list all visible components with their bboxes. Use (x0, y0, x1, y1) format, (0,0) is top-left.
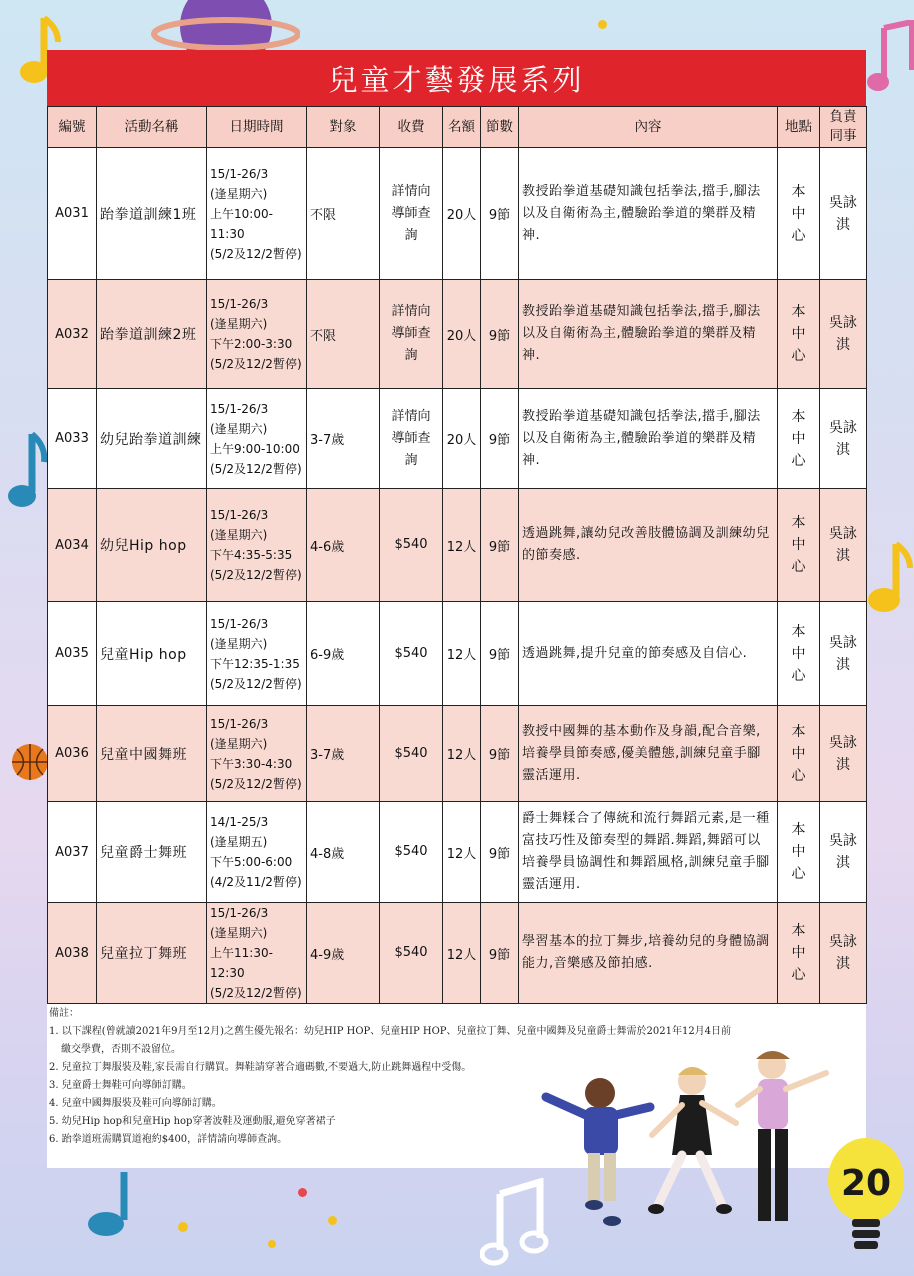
dot-decoration (268, 1240, 276, 1248)
course-content: 教授跆拳道基礎知識包括拳法,擋手,腳法以及自衛術為主,體驗跆拳道的樂群及精神. (519, 148, 778, 280)
course-quota: 12人 (443, 602, 481, 706)
course-lessons: 9節 (481, 280, 519, 389)
course-name: 兒童Hip hop (97, 602, 207, 706)
course-venue: 本 中 心 (778, 389, 820, 489)
course-fee: $540 (380, 706, 443, 802)
note-item: 6. 跆拳道班需購買道袍約$400，詳情請向導師查詢。 (49, 1134, 288, 1145)
header-target: 對象 (307, 107, 380, 148)
course-content: 爵士舞糅合了傳統和流行舞蹈元素,是一種富技巧性及節奏型的舞蹈.舞蹈,舞蹈可以培養學員協調性和舞蹈風格,訓練兒童手腳靈活運用. (519, 802, 778, 903)
note-item: 4. 兒童中國舞服裝及鞋可向導師訂購。 (49, 1098, 222, 1109)
course-target: 3-7歲 (307, 706, 380, 802)
table-header-row (48, 107, 867, 148)
course-venue: 本 中 心 (778, 280, 820, 389)
course-code: A031 (48, 148, 97, 280)
course-quota: 12人 (443, 706, 481, 802)
course-target: 3-7歲 (307, 389, 380, 489)
course-quota: 20人 (443, 389, 481, 489)
dot-decoration (328, 1216, 337, 1225)
page-title: 兒童才藝發展系列 (47, 50, 866, 106)
notes-heading: 備註： (49, 1008, 79, 1019)
course-staff: 吳詠 淇 (820, 802, 867, 903)
course-fee: $540 (380, 602, 443, 706)
course-name: 幼兒跆拳道訓練 (97, 389, 207, 489)
course-date: 15/1-26/3 (逢星期六) 上午10:00-11:30 (5/2及12/2暫停) (207, 148, 307, 280)
table-row (48, 903, 867, 1004)
course-fee: 詳情向 導師查 詢 (380, 148, 443, 280)
dot-decoration (298, 1188, 307, 1197)
table-row (48, 706, 867, 802)
table-row (48, 280, 867, 389)
course-date: 15/1-26/3 (逢星期六) 下午4:35-5:35 (5/2及12/2暫停) (207, 489, 307, 602)
course-lessons: 9節 (481, 489, 519, 602)
dot-decoration (598, 20, 607, 29)
header-date: 日期時間 (207, 107, 307, 148)
course-venue: 本 中 心 (778, 903, 820, 1004)
music-note-icon (80, 1170, 140, 1240)
course-quota: 12人 (443, 489, 481, 602)
course-staff: 吳詠 淇 (820, 148, 867, 280)
course-code: A032 (48, 280, 97, 389)
course-content: 教授中國舞的基本動作及身韻,配合音樂,培養學員節奏感,優美體態,訓練兒童手腳靈活運用. (519, 706, 778, 802)
header-fee: 收費 (380, 107, 443, 148)
course-name: 跆拳道訓練2班 (97, 280, 207, 389)
course-table (47, 106, 867, 1004)
course-fee: 詳情向 導師查 詢 (380, 280, 443, 389)
course-content: 教授跆拳道基礎知識包括拳法,擋手,腳法以及自衛術為主,體驗跆拳道的樂群及精神. (519, 389, 778, 489)
header-quota: 名額 (443, 107, 481, 148)
course-quota: 12人 (443, 802, 481, 903)
course-code: A035 (48, 602, 97, 706)
course-code: A034 (48, 489, 97, 602)
course-fee: 詳情向 導師查 詢 (380, 389, 443, 489)
course-lessons: 9節 (481, 802, 519, 903)
course-staff: 吳詠 淇 (820, 389, 867, 489)
course-staff: 吳詠 淇 (820, 602, 867, 706)
course-target: 不限 (307, 148, 380, 280)
course-venue: 本 中 心 (778, 602, 820, 706)
course-name: 跆拳道訓練1班 (97, 148, 207, 280)
music-note-icon (4, 430, 50, 515)
header-content: 內容 (519, 107, 778, 148)
course-fee: $540 (380, 489, 443, 602)
dancing-children-illustration (540, 1045, 840, 1235)
course-venue: 本 中 心 (778, 489, 820, 602)
header-lessons: 節數 (481, 107, 519, 148)
header-staff: 負責 同事 (820, 107, 867, 148)
note-item: 1. 以下課程(曾就讀2021年9月至12月)之舊生優先報名：幼兒HIP HOP、兒童HIP HOP、兒童拉丁舞、兒童中國舞及兒童爵士舞需於2021年12月4日前 (49, 1026, 732, 1037)
course-content: 透過跳舞,提升兒童的節奏感及自信心. (519, 602, 778, 706)
course-name: 兒童爵士舞班 (97, 802, 207, 903)
course-code: A036 (48, 706, 97, 802)
course-venue: 本 中 心 (778, 706, 820, 802)
course-date: 15/1-26/3 (逢星期六) 上午9:00-10:00 (5/2及12/2暫停) (207, 389, 307, 489)
course-venue: 本 中 心 (778, 802, 820, 903)
course-content: 學習基本的拉丁舞步,培養幼兒的身體協調能力,音樂感及節拍感. (519, 903, 778, 1004)
course-quota: 20人 (443, 280, 481, 389)
table-row (48, 148, 867, 280)
dot-decoration (178, 1222, 188, 1232)
note-item: 繳交學費，否則不設留位。 (61, 1044, 181, 1055)
header-code: 編號 (48, 107, 97, 148)
course-date: 14/1-25/3 (逢星期五) 下午5:00-6:00 (4/2及11/2暫停) (207, 802, 307, 903)
course-staff: 吳詠 淇 (820, 706, 867, 802)
course-content: 教授跆拳道基礎知識包括拳法,擋手,腳法以及自衛術為主,體驗跆拳道的樂群及精神. (519, 280, 778, 389)
table-row (48, 389, 867, 489)
course-code: A037 (48, 802, 97, 903)
course-target: 4-9歲 (307, 903, 380, 1004)
course-name: 兒童拉丁舞班 (97, 903, 207, 1004)
note-item: 3. 兒童爵士舞鞋可向導師訂購。 (49, 1080, 192, 1091)
course-quota: 12人 (443, 903, 481, 1004)
course-fee: $540 (380, 802, 443, 903)
course-venue: 本 中 心 (778, 148, 820, 280)
course-date: 15/1-26/3 (逢星期六) 上午11:30-12:30 (5/2及12/2暫停) (207, 903, 307, 1004)
note-item: 2. 兒童拉丁舞服裝及鞋,家長需自行購買。舞鞋請穿著合適碼數,不要過大,防止跳舞過程中受傷。 (49, 1062, 472, 1073)
lightbulb-icon (826, 1135, 906, 1265)
course-lessons: 9節 (481, 148, 519, 280)
course-target: 不限 (307, 280, 380, 389)
basketball-icon (10, 742, 50, 782)
course-lessons: 9節 (481, 903, 519, 1004)
header-venue: 地點 (778, 107, 820, 148)
note-item: 5. 幼兒Hip hop和兒童Hip hop穿著波鞋及運動服,避免穿著裙子 (49, 1116, 336, 1127)
course-target: 4-6歲 (307, 489, 380, 602)
course-lessons: 9節 (481, 389, 519, 489)
course-date: 15/1-26/3 (逢星期六) 下午2:00-3:30 (5/2及12/2暫停) (207, 280, 307, 389)
table-row (48, 802, 867, 903)
course-lessons: 9節 (481, 706, 519, 802)
course-lessons: 9節 (481, 602, 519, 706)
course-staff: 吳詠 淇 (820, 280, 867, 389)
course-target: 6-9歲 (307, 602, 380, 706)
page-number: 20 (840, 1163, 892, 1204)
course-code: A033 (48, 389, 97, 489)
course-content: 透過跳舞,讓幼兒改善肢體協調及訓練幼兒的節奏感. (519, 489, 778, 602)
table-row (48, 489, 867, 602)
course-code: A038 (48, 903, 97, 1004)
course-name: 幼兒Hip hop (97, 489, 207, 602)
course-fee: $540 (380, 903, 443, 1004)
course-quota: 20人 (443, 148, 481, 280)
music-note-icon (866, 20, 914, 100)
course-target: 4-8歲 (307, 802, 380, 903)
table-row (48, 602, 867, 706)
course-date: 15/1-26/3 (逢星期六) 下午3:30-4:30 (5/2及12/2暫停) (207, 706, 307, 802)
header-name: 活動名稱 (97, 107, 207, 148)
course-staff: 吳詠 淇 (820, 903, 867, 1004)
course-name: 兒童中國舞班 (97, 706, 207, 802)
course-date: 15/1-26/3 (逢星期六) 下午12:35-1:35 (5/2及12/2暫停) (207, 602, 307, 706)
course-staff: 吳詠 淇 (820, 489, 867, 602)
